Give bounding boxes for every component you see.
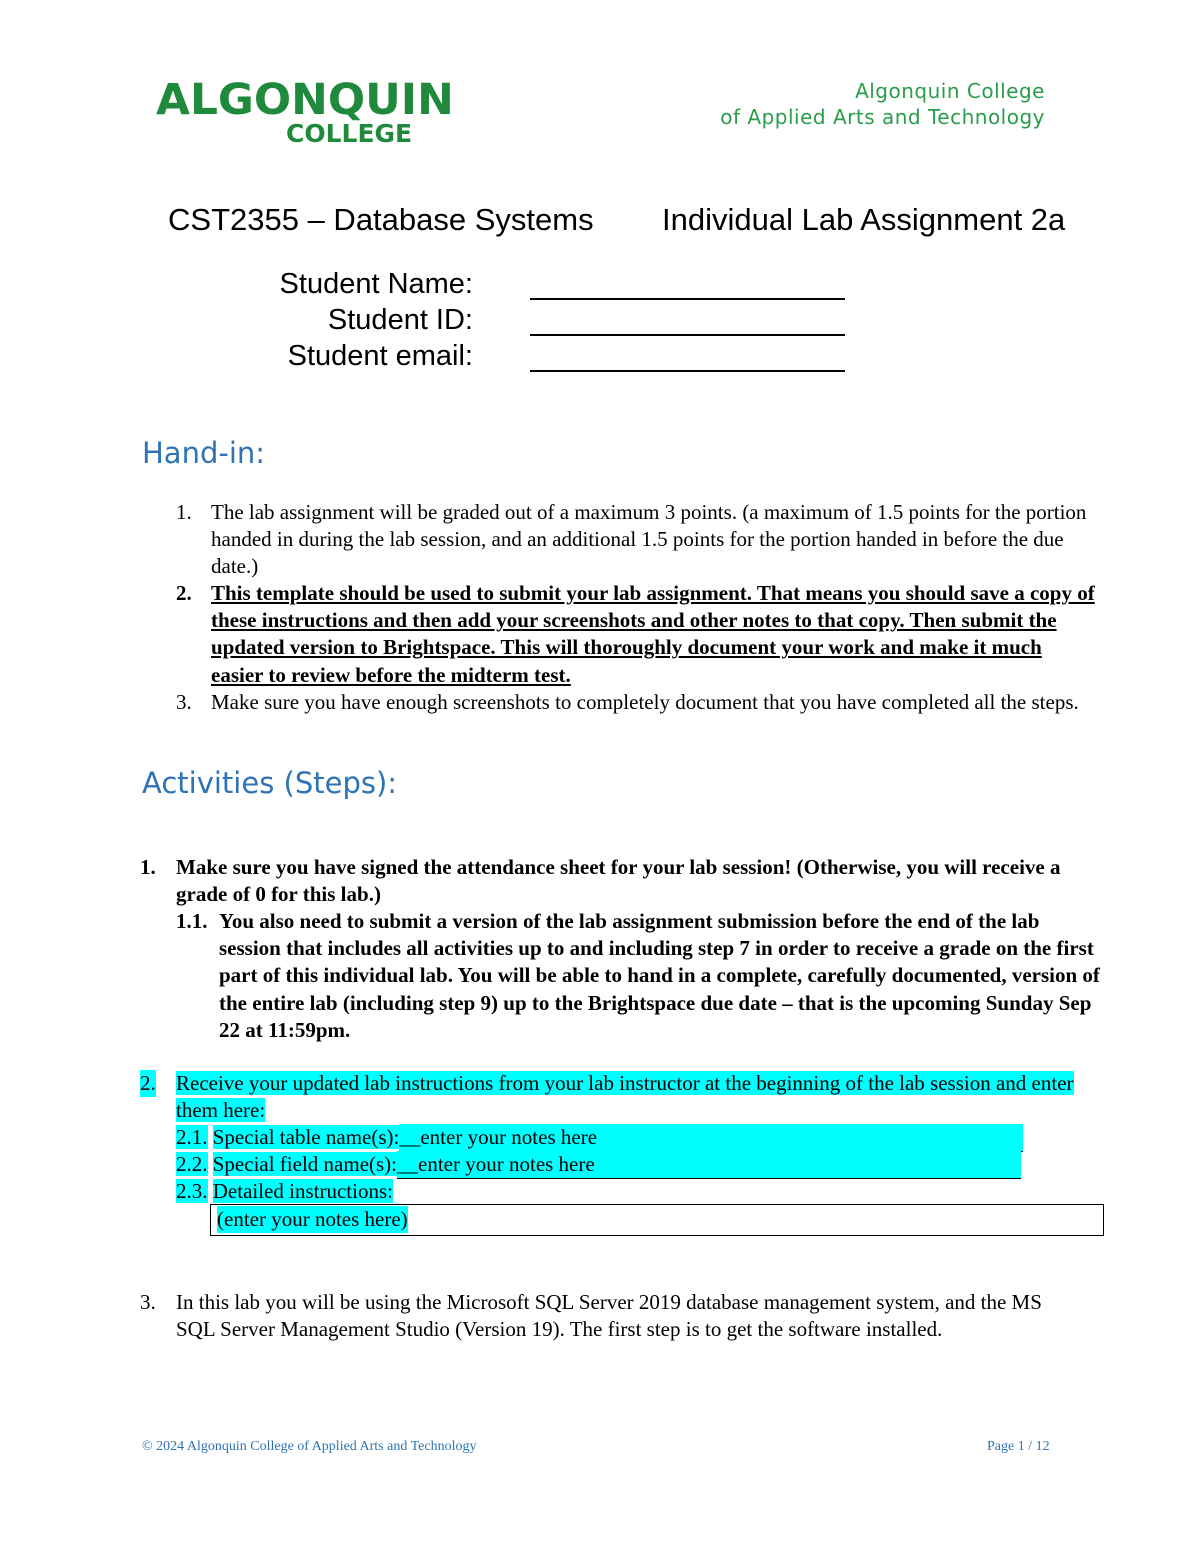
logo-wordmark-bottom: COLLEGE <box>286 119 413 148</box>
student-email-field[interactable] <box>530 370 845 372</box>
step-2-text: Receive your updated lab instructions from your lab instructor at the beginning of the lab session and enter them here: <box>176 1071 1074 1123</box>
step-2-3-number: 2.3. <box>176 1179 208 1203</box>
step-1 <box>140 854 1090 908</box>
college-name <box>720 78 1045 130</box>
handin-heading: Hand-in: <box>142 436 266 470</box>
student-name-field[interactable] <box>530 298 845 300</box>
student-id-field[interactable] <box>530 334 845 336</box>
step-2-text-wrap <box>176 1070 1092 1124</box>
handin-item-1 <box>176 499 1096 581</box>
handin-item-1-number: 1. <box>176 500 192 524</box>
step-1-1-text: You also need to submit a version of the lab assignment submission before the end of the lab session that includes all activities up to and including step 7 in order to receive a grade on the first part of this individual lab. You will be able to hand in a complete, carefully documented, version of the entire lab (including step 9) up to the Brightspace due date – that is the upcoming Sunday Sep 22 at 11:59pm. <box>219 909 1100 1042</box>
step-3 <box>140 1289 1080 1343</box>
step-3-text: In this lab you will be using the Microsoft SQL Server 2019 database management system, and the MS SQL Server Management Studio (Version 19). The first step is to get the software installed. <box>176 1290 1042 1342</box>
step-3-number: 3. <box>140 1290 156 1314</box>
step-2-2-number: 2.2. <box>176 1152 208 1176</box>
step-2-3 <box>176 1178 1056 1205</box>
detailed-instructions-placeholder: (enter your notes here) <box>217 1206 408 1233</box>
step-2-2 <box>176 1151 1056 1179</box>
assignment-title: Individual Lab Assignment 2a <box>662 202 1066 237</box>
handin-item-2-number: 2. <box>176 581 192 605</box>
special-table-name-value: __enter your notes here <box>399 1125 598 1149</box>
student-email-row <box>265 340 845 376</box>
step-2-1 <box>176 1124 1056 1152</box>
handin-item-1-text: The lab assignment will be graded out of a maximum 3 points. (a maximum of 1.5 points for the portion handed in during the lab session, and an additional 1.5 points for the portion handed in before the due date.) <box>211 500 1087 579</box>
step-2-1-number: 2.1. <box>176 1125 208 1149</box>
student-id-row <box>265 304 845 340</box>
special-table-name-field[interactable] <box>399 1124 1023 1152</box>
special-field-name-field[interactable] <box>397 1151 1021 1179</box>
course-title: CST2355 – Database Systems <box>168 202 594 237</box>
logo-wordmark-top: ALGONQUIN <box>156 75 454 125</box>
student-id-label: Student ID: <box>327 304 473 336</box>
college-name-line1: Algonquin College <box>855 79 1045 103</box>
step-1-1 <box>176 908 1106 1044</box>
student-name-row <box>265 268 845 304</box>
step-2-3-label: Detailed instructions: <box>212 1179 393 1203</box>
handin-item-3-number: 3. <box>176 690 192 714</box>
step-1-text: Make sure you have signed the attendance sheet for your lab session! (Otherwise, you will receive a grade of 0 for this lab.) <box>176 855 1061 907</box>
student-email-label: Student email: <box>287 340 473 372</box>
step-1-number: 1. <box>140 855 156 879</box>
step-2-2-label: Special field name(s): <box>212 1152 398 1176</box>
handin-item-3 <box>176 689 1096 716</box>
special-field-name-value: __enter your notes here <box>397 1152 595 1176</box>
handin-item-3-text: Make sure you have enough screenshots to completely document that you have completed all the steps. <box>211 690 1079 714</box>
college-name-line2: of Applied Arts and Technology <box>720 105 1045 129</box>
step-2-1-label: Special table name(s): <box>212 1125 400 1149</box>
activities-heading: Activities (Steps): <box>142 766 398 800</box>
handin-item-2-text: This template should be used to submit your lab assignment. That means you should save a copy of these instructions and then add your screenshots and other notes to that copy. Then submit the updated version to Brightspace. This will thoroughly document your work and make it much easier to review before the midterm test. <box>211 581 1095 687</box>
handin-item-2 <box>176 580 1096 689</box>
step-1-1-number: 1.1. <box>176 909 208 933</box>
footer-page-number: Page 1 / 12 <box>987 1439 1050 1454</box>
algonquin-logo <box>156 75 454 148</box>
step-2 <box>140 1070 1092 1124</box>
student-info <box>265 268 845 376</box>
footer-copyright: © 2024 Algonquin College of Applied Arts and Technology <box>142 1439 477 1454</box>
step-2-number: 2. <box>140 1070 156 1097</box>
student-name-label: Student Name: <box>279 268 473 300</box>
detailed-instructions-box[interactable] <box>210 1204 1104 1236</box>
